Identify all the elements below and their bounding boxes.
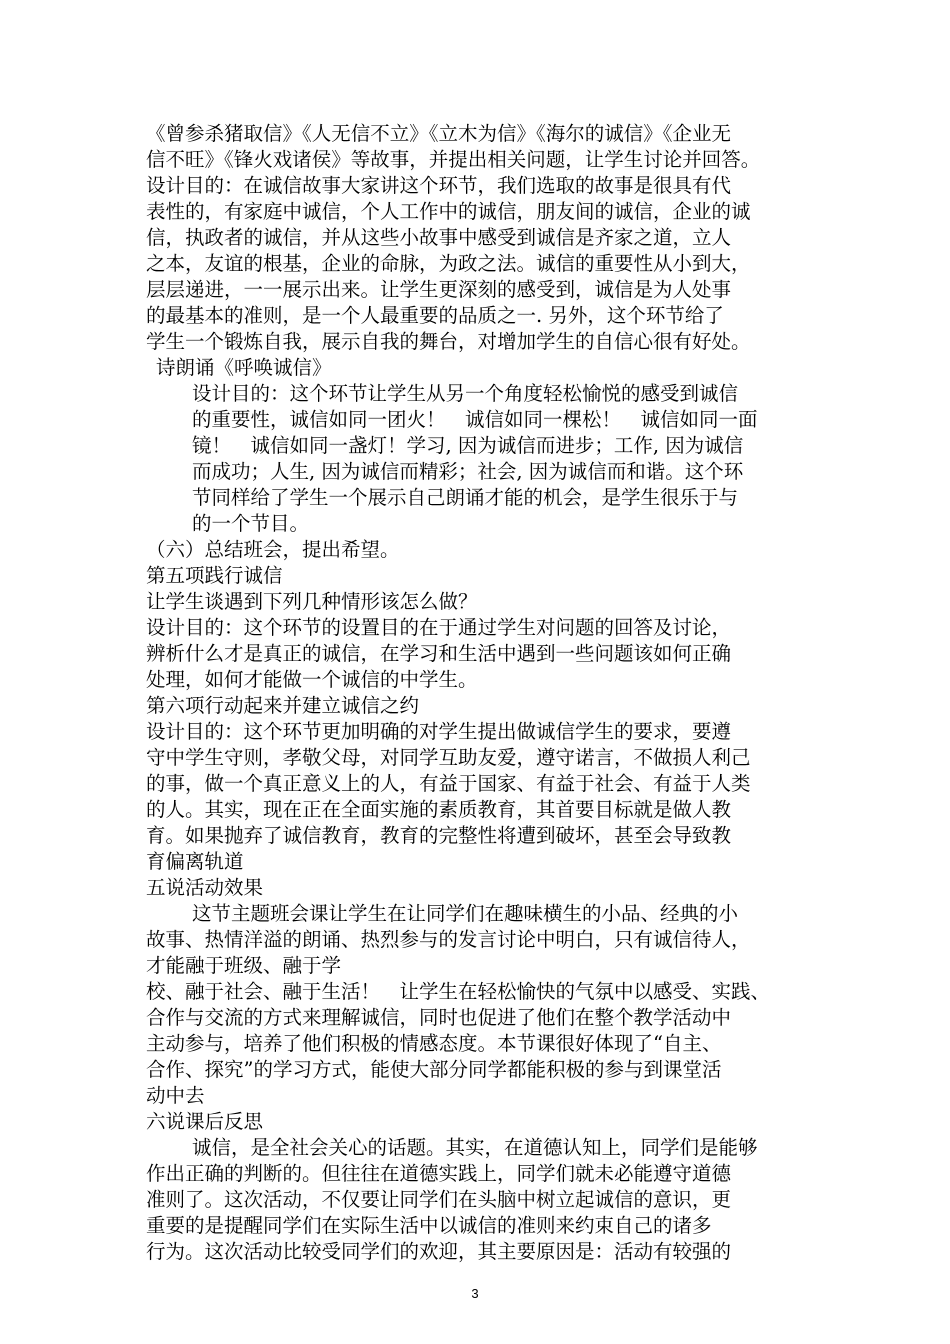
section-heading: （六）总结班会，提出希望。	[146, 538, 400, 561]
text-line: 故事、热情洋溢的朗诵、热烈参与的发言讨论中明白，只有诚信待人，	[146, 928, 751, 951]
text-line: 设计目的：这个环节更加明确的对学生提出做诚信学生的要求，要遵	[146, 720, 732, 743]
text-line: 合作、探究”的学习方式，能使大部分同学都能积极的参与到课堂活	[146, 1058, 722, 1081]
text-line: 育偏离轨道	[146, 850, 244, 873]
text-line: 而成功；人生, 因为诚信而精彩；社会, 因为诚信而和谐。这个环	[192, 460, 744, 483]
text-line: 《曾参杀猪取信》《人无信不立》《立木为信》《海尔的诚信》《企业无	[146, 122, 732, 145]
section-heading: 五说活动效果	[146, 876, 264, 899]
text-line: 重要的是提醒同学们在实际生活中以诚信的准则来约束自己的诸多	[146, 1214, 712, 1237]
section-heading: 六说课后反思	[146, 1110, 264, 1133]
text-line: 节同样给了学生一个展示自己朗诵才能的机会，是学生很乐于与	[192, 486, 739, 509]
text-line: 设计目的：这个环节让学生从另一个角度轻松愉悦的感受到诚信	[192, 382, 739, 405]
text-line: 诚信，是全社会关心的话题。其实，在道德认知上，同学们是能够	[192, 1136, 758, 1159]
text-line: 的人。其实，现在正在全面实施的素质教育，其首要目标就是做人教	[146, 798, 732, 821]
text-line: 学生一个锻炼自我，展示自我的舞台，对增加学生的自信心很有好处。	[146, 330, 751, 353]
text-line: 校、融于社会、融于生活！ 让学生在轻松愉快的气氛中以感受、实践、	[146, 980, 771, 1003]
text-line: 的事，做一个真正意义上的人，有益于国家、有益于社会、有益于人类	[146, 772, 751, 795]
text-line: 合作与交流的方式来理解诚信，同时也促进了他们在整个教学活动中	[146, 1006, 732, 1029]
page-number: 3	[471, 1286, 479, 1301]
section-heading: 诗朗诵《呼唤诚信》	[156, 356, 332, 379]
text-line: 处理，如何才能做一个诚信的中学生。	[146, 668, 478, 691]
section-heading: 第六项行动起来并建立诚信之约	[146, 694, 420, 717]
text-line: 之本，友谊的根基，企业的命脉，为政之法。诚信的重要性从小到大，	[146, 252, 751, 275]
text-line: 的一个节目。	[192, 512, 310, 535]
text-line: 设计目的：在诚信故事大家讲这个环节，我们选取的故事是很具有代	[146, 174, 732, 197]
text-line: 的重要性，诚信如同一团火！ 诚信如同一棵松！ 诚信如同一面	[192, 408, 758, 431]
text-line: 设计目的：这个环节的设置目的在于通过学生对问题的回答及讨论，	[146, 616, 732, 639]
text-line: 的最基本的准则，是一个人最重要的品质之一. 另外，这个环节给了	[146, 304, 724, 327]
text-line: 才能融于班级、融于学	[146, 954, 342, 977]
section-heading: 第五项践行诚信	[146, 564, 283, 587]
text-line: 让学生谈遇到下列几种情形该怎么做？	[146, 590, 478, 613]
text-line: 主动参与，培养了他们积极的情感态度。本节课很好体现了“自主、	[146, 1032, 722, 1055]
text-line: 准则了。这次活动，不仅要让同学们在头脑中树立起诚信的意识，更	[146, 1188, 732, 1211]
text-line: 行为。这次活动比较受同学们的欢迎，其主要原因是：活动有较强的	[146, 1240, 732, 1263]
text-line: 信不旺》《锋火戏诸侯》等故事，并提出相关问题，让学生讨论并回答。	[146, 148, 761, 171]
text-line: 层层递进，一一展示出来。让学生更深刻的感受到，诚信是为人处事	[146, 278, 732, 301]
text-line: 辨析什么才是真正的诚信，在学习和生活中遇到一些问题该如何正确	[146, 642, 732, 665]
text-line: 信，执政者的诚信，并从这些小故事中感受到诚信是齐家之道，立人	[146, 226, 732, 249]
text-line: 作出正确的判断的。但往往在道德实践上，同学们就未必能遵守道德	[146, 1162, 732, 1185]
text-line: 表性的，有家庭中诚信，个人工作中的诚信，朋友间的诚信，企业的诚	[146, 200, 751, 223]
text-line: 育。如果抛弃了诚信教育，教育的完整性将遭到破坏，甚至会导致教	[146, 824, 732, 847]
text-line: 这节主题班会课让学生在让同学们在趣味横生的小品、经典的小	[192, 902, 739, 925]
text-line: 动中去	[146, 1084, 205, 1107]
text-line: 守中学生守则，孝敬父母，对同学互助友爱，遵守诺言，不做损人利己	[146, 746, 751, 769]
text-line: 镜！ 诚信如同一盏灯！学习, 因为诚信而进步；工作, 因为诚信	[192, 434, 744, 457]
